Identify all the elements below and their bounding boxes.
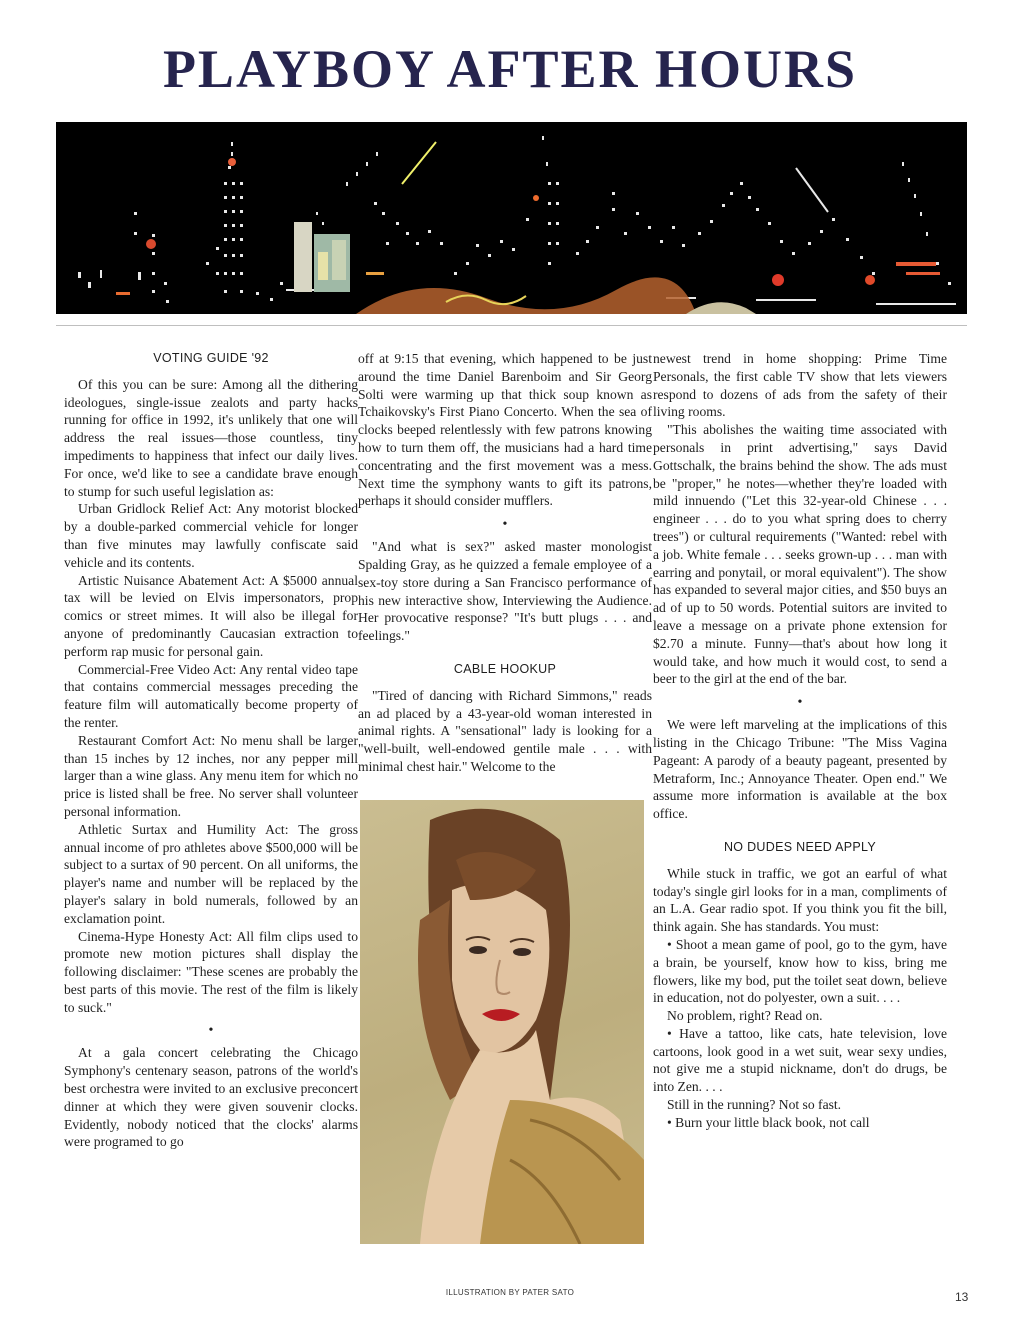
header-rule <box>56 325 967 326</box>
column-3 <box>653 350 947 1132</box>
paragraph: off at 9:15 that evening, which happened to be just around the time Daniel Barenboim and Sir Georg Solti were warming up that thick soup known as Tchaikovsky's First Piano Concerto. When the sea of clocks beeped relentlessly with few patrons knowing how to turn them off, the musicians had a hard time concentrating and the first movement was a mess. Next time the symphony wants to gift its patrons, perhaps it should consider mufflers. <box>358 351 652 509</box>
paragraph: Still in the running? Not so fast. <box>667 1097 842 1113</box>
section-divider-dot: • <box>797 695 803 711</box>
column-2 <box>358 350 652 1244</box>
skyline-svg <box>56 122 967 314</box>
paragraph: Athletic Surtax and Humility Act: The gross annual income of pro athletes above $500,000 will be subject to a surtax of 90 percent. On all uniforms, the player's name and number will be replaced by the player's salary in bold numerals, followed by an exclamation point. <box>64 821 358 926</box>
bullet-paragraph: • Have a tattoo, like cats, hate television, love cartoons, look good in a wet suit, wear sexy undies, not give me a stupid nickname, don't do drugs, be into Zen. . . . <box>653 1025 947 1095</box>
paragraph: newest trend in home shopping: Prime Time Personals, the first cable TV show that lets viewers respond to dozens of ads from the safety of their living rooms. <box>653 351 947 420</box>
page-number: 13 <box>955 1290 969 1304</box>
paragraph: "Tired of dancing with Richard Simmons," reads an ad placed by a 43-year-old woman interested in animal rights. A "sensational" lady is looking for a "well-built, well-endowed gentile male . . . with minimal chest hair." Welcome to the <box>358 687 652 774</box>
paragraph: Artistic Nuisance Abatement Act: A $5000 annual tax will be levied on Elvis impersonators, prop comics or street mimes. It will also be illegal for anyone of predominantly Caucasian extraction to perform rap music for personal gain. <box>64 572 358 659</box>
paragraph: Cinema-Hype Honesty Act: All film clips used to promote new motion pictures shall display the following disclaimer: "These scenes are probably the best parts of this movie. The rest of the film is likely to suck." <box>64 928 358 1015</box>
paragraph: "This abolishes the waiting time associated with personals in print advertising," says David Gottschalk, the brains behind the show. The ads must be "proper," he notes—whether they're loaded with mild innuendo ("Let this 32-year-old Chinese . . . engineer . . . do to you what spring does to cherry trees") or cultural requirements ("Wanted: rebel with a job. White female . . . seeks grown-up . . . man with earring and ponytail, or moral equivalent"). The show has expanded to several major cities, and $50 buys an ad of up to 50 words. Potential suitors are invited to leave a message on a private phone extension for $2.70 a minute. Funny—that's about how long it would take, and how much it would cost, to send a beer to the girl at the end of the bar. <box>653 422 947 687</box>
paragraph: At a gala concert celebrating the Chicago Symphony's centenary season, patrons of the world's best orchestra were invited to an exclusive preconcert dinner at which they were given souvenir clocks. Evidently, nobody noticed that the clocks' alarms were programed to go <box>64 1045 358 1150</box>
section-heading-cable-hookup: CABLE HOOKUP <box>453 661 557 676</box>
illustration-credit: ILLUSTRATION BY PATER SATO <box>445 1288 575 1297</box>
paragraph: No problem, right? Read on. <box>667 1008 823 1024</box>
portrait-svg <box>360 800 644 1244</box>
section-divider-dot: • <box>502 517 508 533</box>
city-skyline-illustration <box>56 122 967 314</box>
paragraph: While stuck in traffic, we got an earful of what today's single girl looks for in a man, compliments of an L.A. Gear radio spot. If you think you fit the bill, think again. She has standards. You must: <box>653 865 947 935</box>
portrait-illustration <box>360 800 644 1244</box>
paragraph: We were left marveling at the implications of this listing in the Chicago Tribune: "The Miss Vagina Pageant: A parody of a beauty pageant, presented by Metraform, Inc.; Annoyance Theater. Open end." We assume more information is available at the box office. <box>653 717 947 822</box>
paragraph: "And what is sex?" asked master monologist Spalding Gray, as he quizzed a female employee of a sex-toy store during a San Francisco performance of his new interactive show, Interviewing the Audience. Her provocative response? "It's butt plugs . . . and feelings." <box>358 539 652 644</box>
paragraph: Commercial-Free Video Act: Any rental video tape that contains commercial messages preceding the feature film will automatically become property of the renter. <box>64 661 358 730</box>
paragraph: Urban Gridlock Relief Act: Any motorist blocked by a double-parked commercial vehicle for longer than five minutes may lawfully confiscate said vehicle and its contents. <box>64 501 358 570</box>
paragraph: Of this you can be sure: Among all the dithering ideologues, single-issue zealots and party hacks running for office in 1992, it's unlikely that one will address the real issues—those countless, tiny impediments to happiness that infect our daily lives. For once, we'd like to see a candidate brave enough to stump for such useful legislation as: <box>64 376 358 499</box>
section-heading-no-dudes: NO DUDES NEED APPLY <box>723 839 877 854</box>
column-1 <box>64 350 358 1151</box>
section-divider-dot: • <box>208 1023 214 1039</box>
masthead-title: PLAYBOY AFTER HOURS <box>162 39 858 99</box>
section-heading-voting-guide: VOTING GUIDE '92 <box>153 351 269 365</box>
paragraph: Restaurant Comfort Act: No menu shall be larger than 15 inches by 12 inches, nor any pepper mill larger than a wine glass. Any menu item for which no price is listed shall be free. No server shall volunteer personal information. <box>64 732 358 819</box>
bullet-paragraph: • Burn your little black book, not call <box>667 1114 870 1130</box>
bullet-paragraph: • Shoot a mean game of pool, go to the gym, have a brain, be yourself, know how to kiss, bring me flowers, like my bod, put the toilet seat down, believe in education, not do polyester, own a suit. . . . <box>653 936 947 1006</box>
